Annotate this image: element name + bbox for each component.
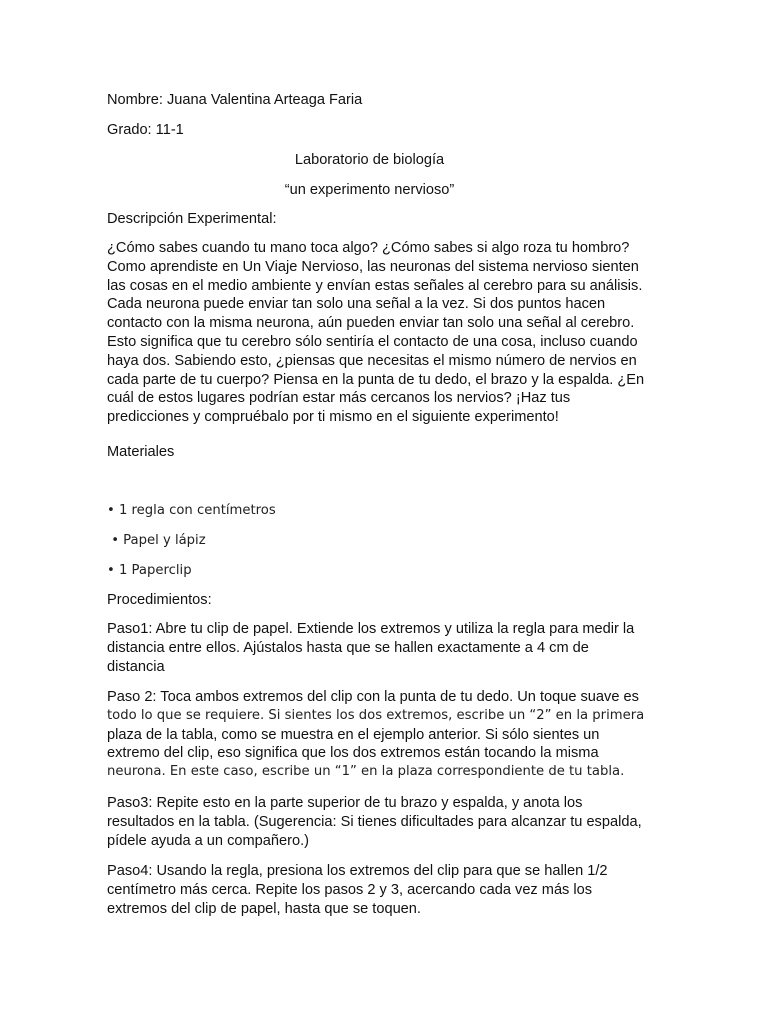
text-line: predicciones y compruébalo por ti mismo en el siguiente experimento! — [107, 409, 559, 426]
text-line: neurona. En este caso, escribe un “1” en la plaza correspondiente de tu tabla. — [107, 764, 625, 780]
materiales-heading: Materiales — [107, 444, 175, 460]
text-line: plaza de la tabla, como se muestra en el ejemplo anterior. Si sólo sientes un — [107, 726, 600, 743]
text-line: Esto significa que tu cerebro sólo sentiría el contacto de una cosa, incluso cuando — [107, 333, 638, 350]
doc-subtitle: “un experimento nervioso” — [284, 182, 455, 198]
text-line: contacto con la misma neurona, aún pueden enviar tan solo una señal al cerebro. — [107, 315, 635, 332]
text-line: Paso 2: Toca ambos extremos del clip con la punta de tu dedo. Un toque suave es — [107, 689, 639, 705]
text-line: Paso4: Usando la regla, presiona los extremos del clip para que se hallen 1/2 — [107, 863, 608, 879]
text-line: las cosas en el medio ambiente y envían estas señales al cerebro para su análisis. — [107, 277, 643, 294]
text-line: extremos del clip de papel, hasta que se toquen. — [107, 900, 421, 917]
text-line: haya dos. Sabiendo esto, ¿piensas que necesitas el mismo número de nervios en — [107, 352, 637, 369]
doc-title: Laboratorio de biología — [294, 152, 445, 168]
text-line: Paso1: Abre tu clip de papel. Extiende los extremos y utiliza la regla para medir la — [107, 621, 635, 637]
text-line: Paso3: Repite esto en la parte superior de tu brazo y espalda, y anota los — [107, 795, 583, 811]
text-line: distancia entre ellos. Ajústalos hasta que se hallen exactamente a 4 cm de — [107, 639, 589, 656]
text-line: ¿Cómo sabes cuando tu mano toca algo? ¿Cómo sabes si algo roza tu hombro? — [107, 240, 630, 256]
text-line: distancia — [107, 658, 165, 675]
paso2-paragraph — [107, 688, 644, 782]
material-item: • Papel y lápiz — [107, 533, 206, 548]
text-line: centímetro más cerca. Repite los pasos 2 y 3, acercando cada vez más los — [107, 881, 593, 898]
text-line: resultados en la tabla. (Sugerencia: Si tienes dificultades para alcanzar tu espalda, — [107, 813, 642, 830]
paso4-paragraph — [107, 862, 608, 918]
student-grade: Grado: 11-1 — [107, 122, 184, 138]
text-line: Como aprendiste en Un Viaje Nervioso, las neuronas del sistema nervioso sienten — [107, 258, 639, 275]
text-line: todo lo que se requiere. Si sientes los dos extremos, escribe un “2” en la primera — [107, 707, 645, 723]
student-name: Nombre: Juana Valentina Arteaga Faria — [107, 92, 363, 108]
text-line: cuál de estos lugares podrían estar más cercanos los nervios? ¡Haz tus — [107, 390, 571, 407]
material-item: • 1 Paperclip — [107, 563, 192, 578]
text-line: pídele ayuda a un compañero.) — [107, 832, 310, 849]
material-item: • 1 regla con centímetros — [107, 503, 276, 518]
text-line: extremo del clip, eso significa que los dos extremos están tocando la misma — [107, 745, 599, 762]
paso1-paragraph — [107, 620, 634, 676]
paso3-paragraph — [107, 794, 642, 850]
text-line: Cada neurona puede enviar tan solo una señal a la vez. Si dos puntos hacen — [107, 296, 606, 313]
descripcion-heading: Descripción Experimental: — [107, 211, 277, 227]
text-line: cada parte de tu cuerpo? Piensa en la punta de tu dedo, el brazo y la espalda. ¿En — [107, 371, 645, 388]
procedimientos-heading: Procedimientos: — [107, 592, 212, 608]
descripcion-paragraph — [107, 239, 644, 427]
